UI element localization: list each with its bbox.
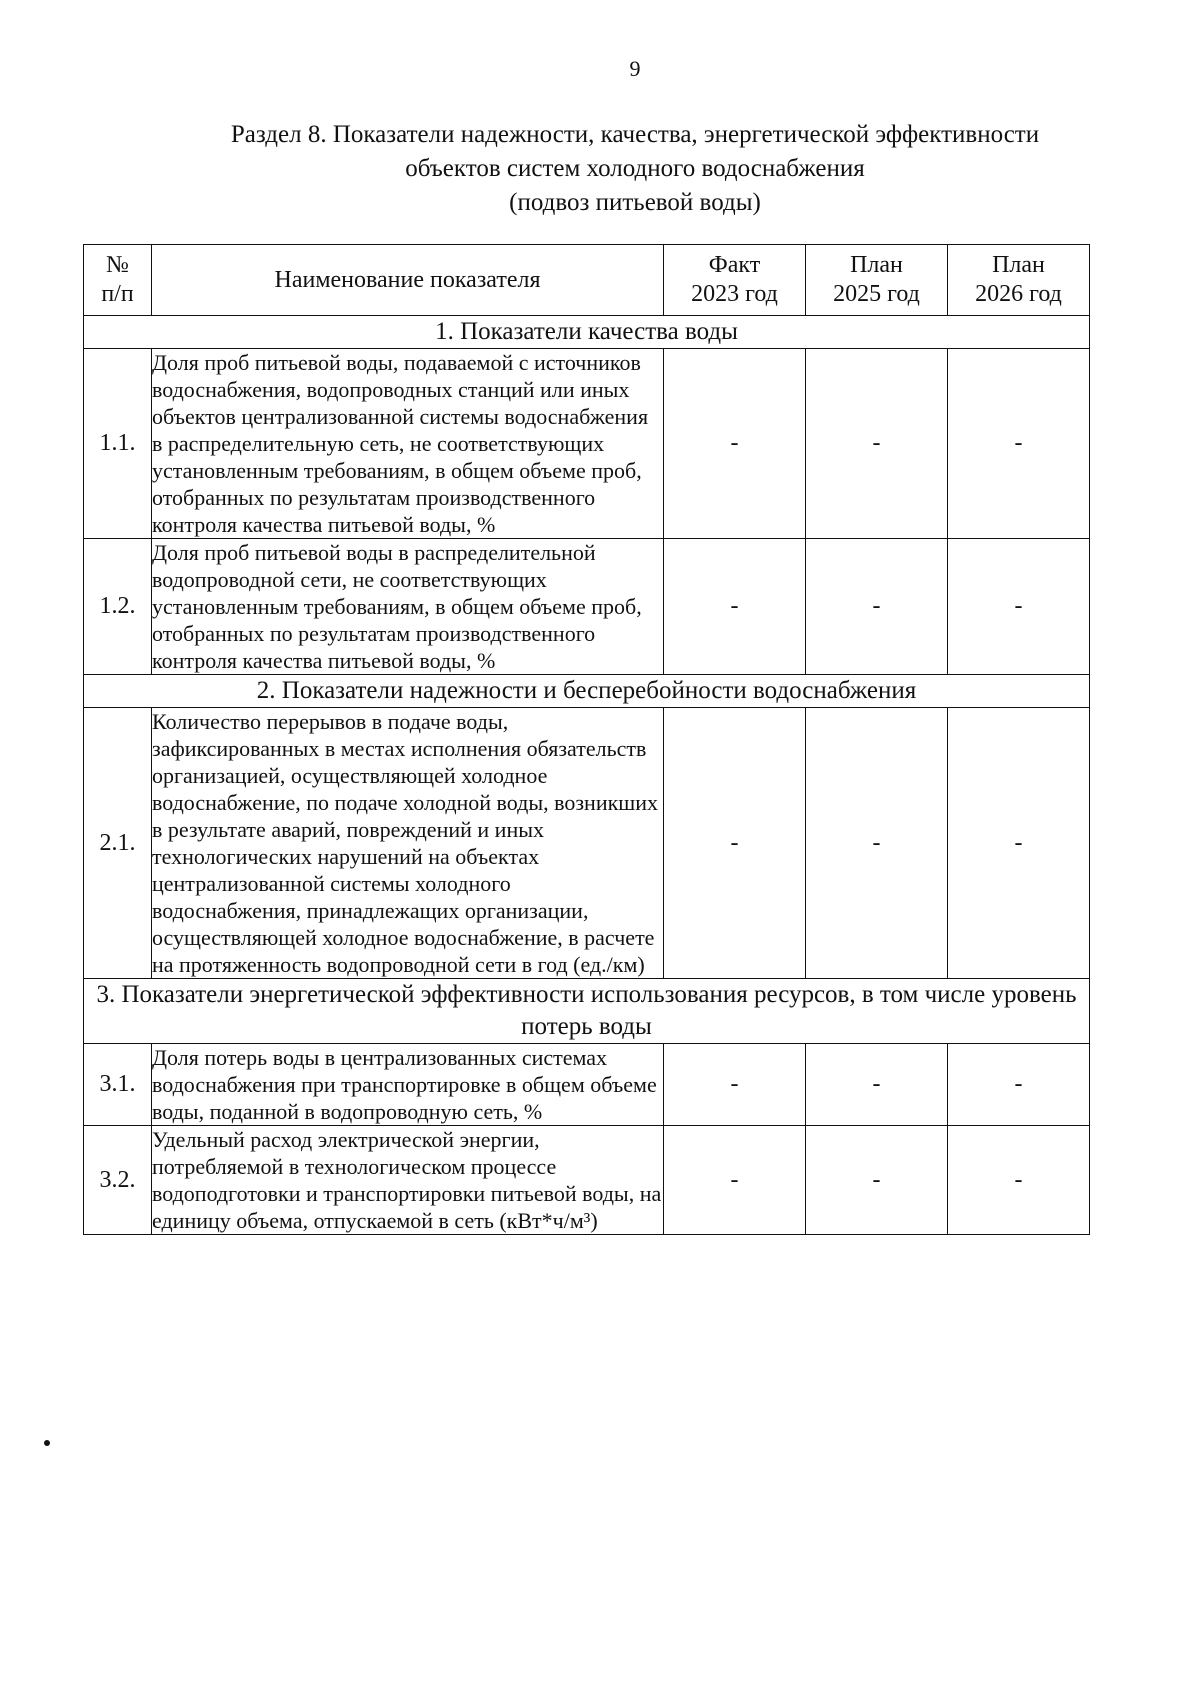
row-plan-2026: - xyxy=(948,349,1090,539)
group-title: 1. Показатели качества воды xyxy=(84,316,1090,349)
group-title: 2. Показатели надежности и бесперебойности водоснабжения xyxy=(84,675,1090,708)
row-plan-2025: - xyxy=(806,1044,948,1126)
row-fact-2023: - xyxy=(664,1044,806,1126)
row-indicator-name: Доля проб питьевой воды, подаваемой с источников водоснабжения, водопроводных станций или иных объектов централизованной системы водоснабжения в распределительную сеть, не соответствующих установленным требованиям, в общем объеме проб, отобранных по результатам производственного контроля качества питьевой воды, % xyxy=(152,349,664,539)
indicators-table xyxy=(83,244,1090,1235)
table-row xyxy=(84,539,1090,675)
section-title xyxy=(150,118,1120,220)
group-row xyxy=(84,675,1090,708)
group-row xyxy=(84,979,1090,1044)
row-fact-2023: - xyxy=(664,349,806,539)
row-number: 1.1. xyxy=(84,349,152,539)
section-title-line3: (подвоз питьевой воды) xyxy=(509,189,761,216)
section-title-line2: объектов систем холодного водоснабжения xyxy=(405,155,865,182)
page-number: 9 xyxy=(629,56,641,81)
row-plan-2025: - xyxy=(806,539,948,675)
row-fact-2023: - xyxy=(664,708,806,979)
row-plan-2026: - xyxy=(948,708,1090,979)
header-fact-2023: Факт 2023 год xyxy=(664,245,806,316)
row-plan-2026: - xyxy=(948,1044,1090,1126)
header-plan-2025: План 2025 год xyxy=(806,245,948,316)
row-plan-2026: - xyxy=(948,1126,1090,1235)
row-number: 3.1. xyxy=(84,1044,152,1126)
group-title: 3. Показатели энергетической эффективности использования ресурсов, в том числе уровень потерь воды xyxy=(84,979,1090,1044)
header-num: № п/п xyxy=(84,245,152,316)
table-header-row xyxy=(84,245,1090,316)
row-number: 3.2. xyxy=(84,1126,152,1235)
row-plan-2026: - xyxy=(948,539,1090,675)
header-plan-2026: План 2026 год xyxy=(948,245,1090,316)
table-row xyxy=(84,1126,1090,1235)
scan-dot-mark xyxy=(44,1440,50,1446)
table-row xyxy=(84,349,1090,539)
row-fact-2023: - xyxy=(664,1126,806,1235)
group-row xyxy=(84,316,1090,349)
row-plan-2025: - xyxy=(806,1126,948,1235)
row-indicator-name: Доля потерь воды в централизованных системах водоснабжения при транспортировке в общем объеме воды, поданной в водопроводную сеть, % xyxy=(152,1044,664,1126)
row-indicator-name: Доля проб питьевой воды в распределительной водопроводной сети, не соответствующих установленным требованиям, в общем объеме проб, отобранных по результатам производственного контроля качества питьевой воды, % xyxy=(152,539,664,675)
row-plan-2025: - xyxy=(806,349,948,539)
table-row xyxy=(84,1044,1090,1126)
row-indicator-name: Количество перерывов в подаче воды, зафиксированных в местах исполнения обязательств организацией, осуществляющей холодное водоснабжение, по подаче холодной воды, возникших в результате аварий, повреждений и иных технологических нарушений на объектах централизованной системы холодного водоснабжения, принадлежащих организации, осуществляющей холодное водоснабжение, в расчете на протяженность водопроводной сети в год (ед./км) xyxy=(152,708,664,979)
row-plan-2025: - xyxy=(806,708,948,979)
row-number: 2.1. xyxy=(84,708,152,979)
row-fact-2023: - xyxy=(664,539,806,675)
header-name: Наименование показателя xyxy=(152,245,664,316)
row-indicator-name: Удельный расход электрической энергии, потребляемой в технологическом процессе водоподготовки и транспортировки питьевой воды, на единицу объема, отпускаемой в сеть (кВт*ч/м³) xyxy=(152,1126,664,1235)
row-number: 1.2. xyxy=(84,539,152,675)
table-row xyxy=(84,708,1090,979)
section-title-line1: Раздел 8. Показатели надежности, качества, энергетической эффективности xyxy=(230,121,1040,148)
